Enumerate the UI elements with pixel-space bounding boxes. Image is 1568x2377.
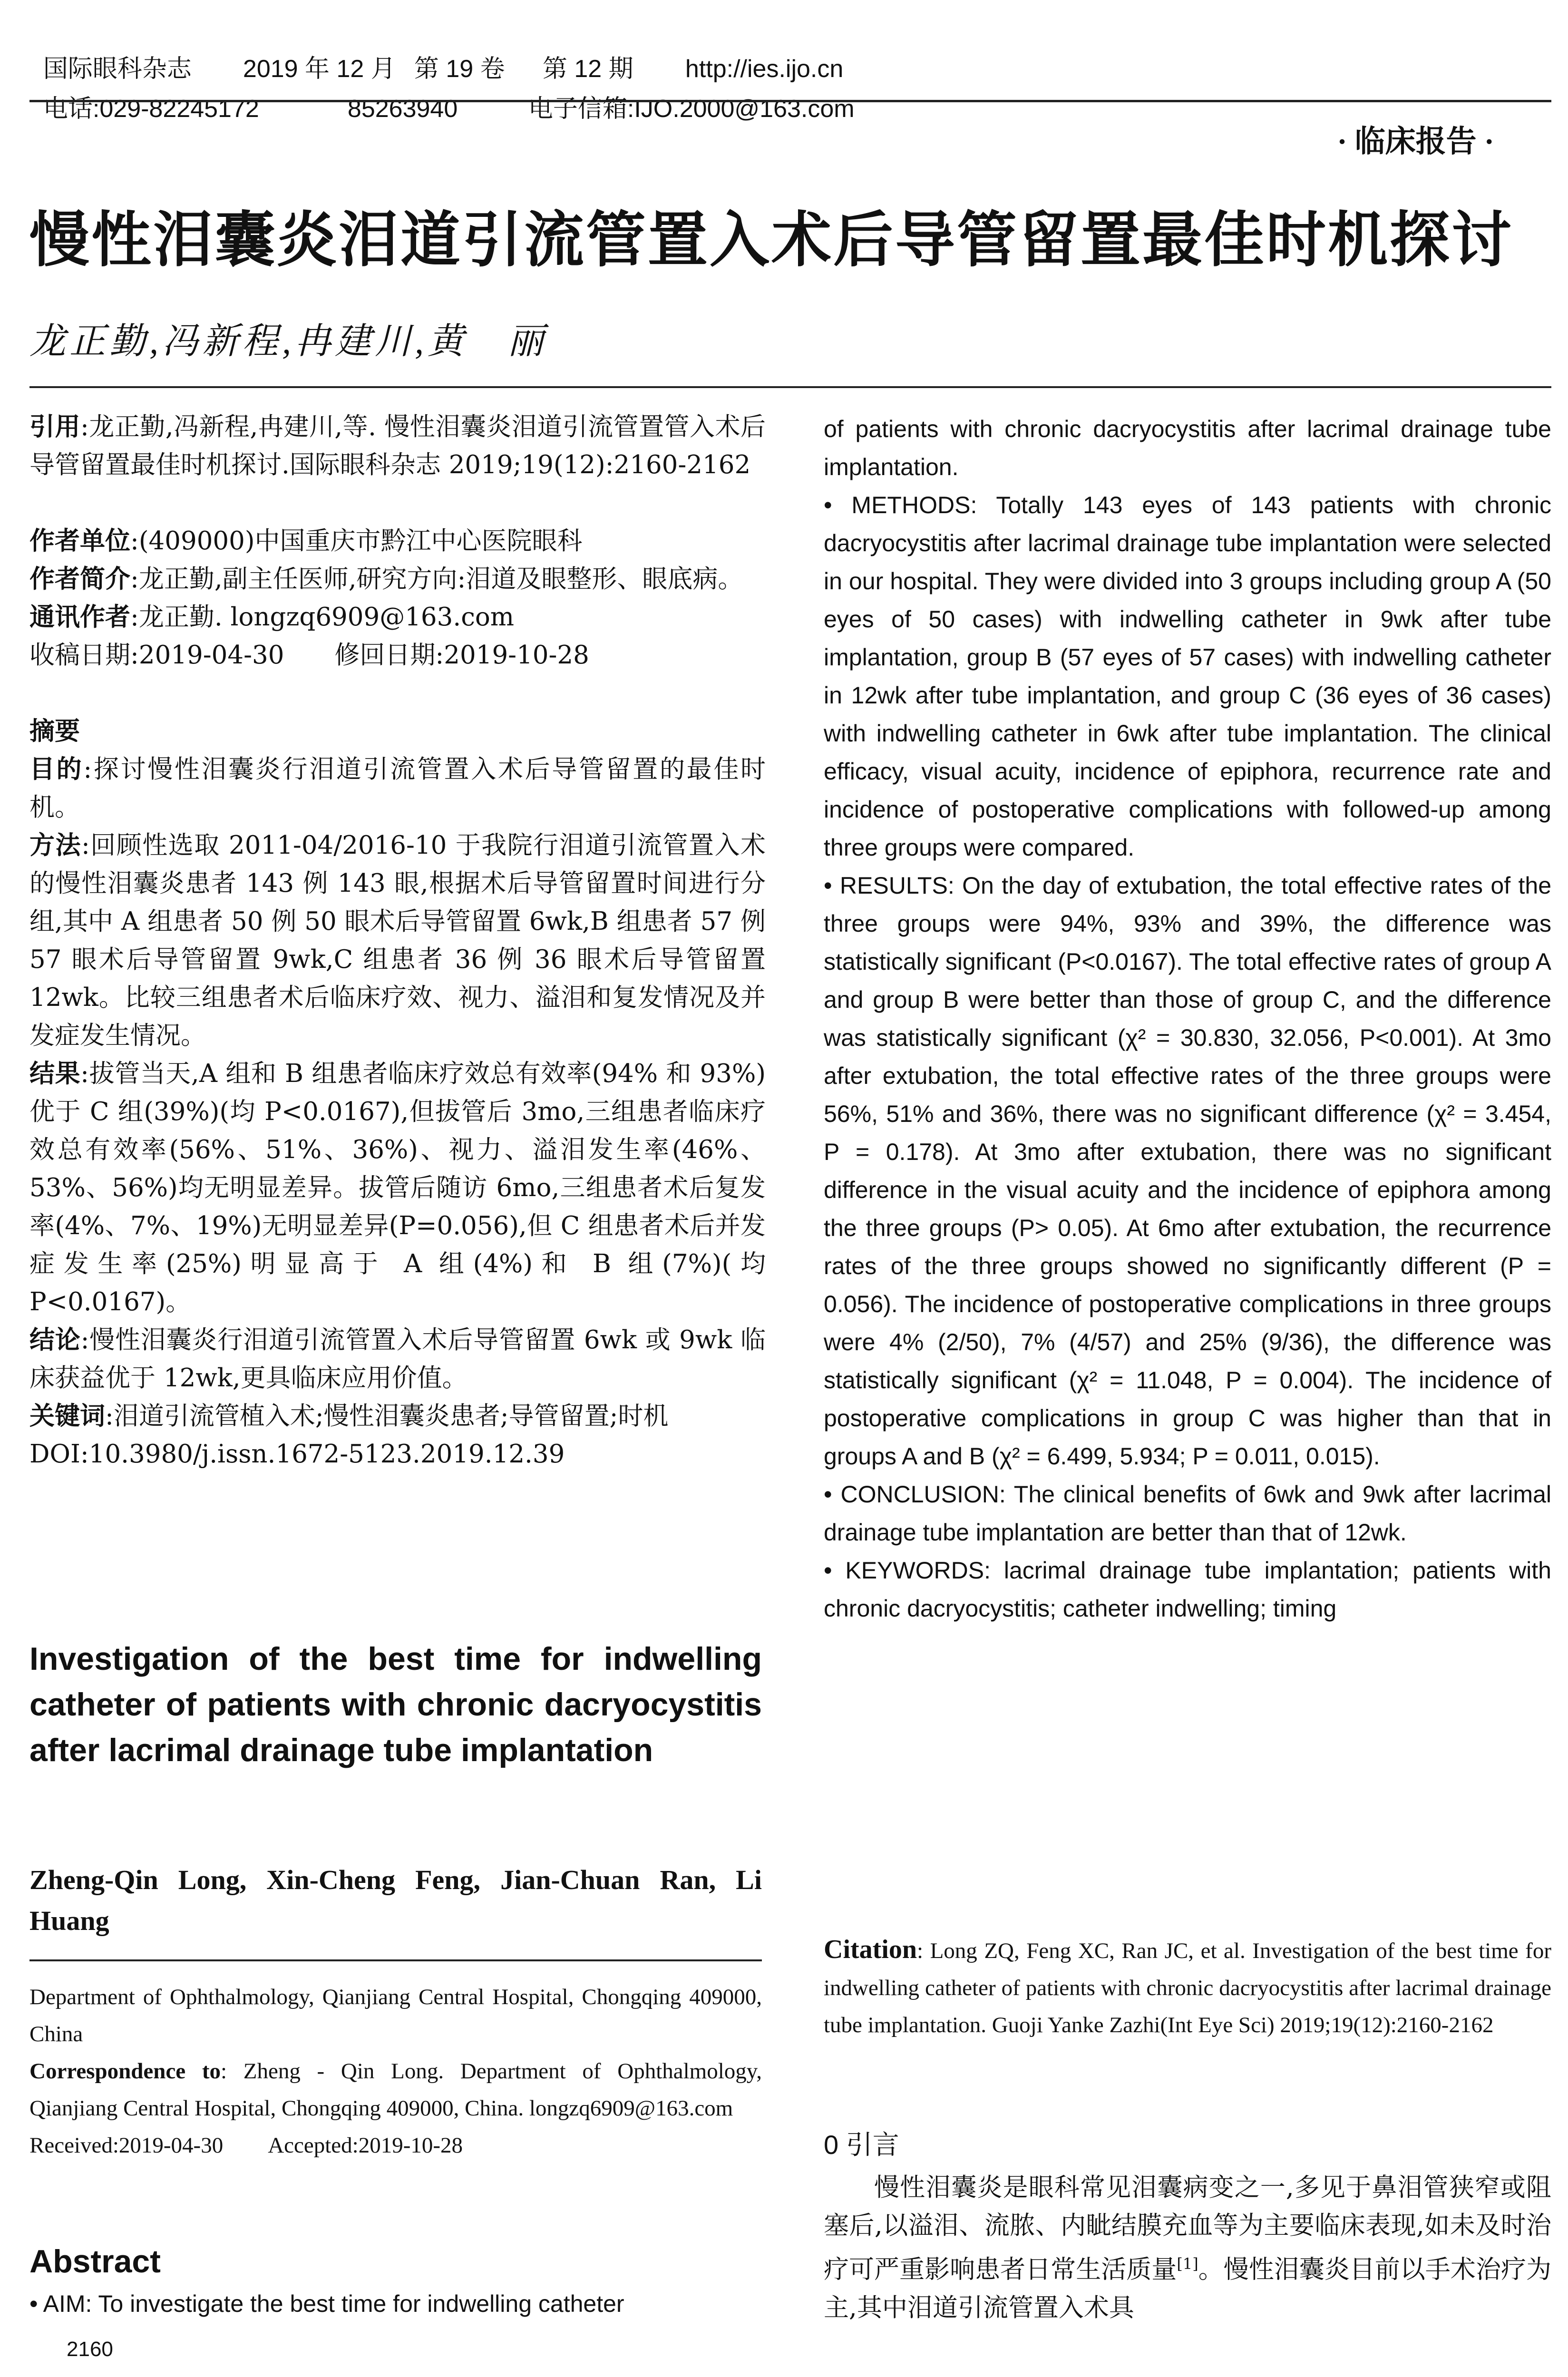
journal-url[interactable]: http://ies.ijo.cn (685, 55, 844, 83)
phone-2: 85263940 (347, 95, 458, 123)
keywords-zh-label: 关键词 (29, 1402, 105, 1430)
aim-zh-text: :探讨慢性泪囊炎行泪道引流管置入术后导管留置的最佳时机。 (29, 755, 766, 822)
citation-en (824, 1931, 1551, 2044)
abstract-en-conclusion (824, 1475, 1551, 1551)
affiliation-zh-text: :(409000)中国重庆市黔江中心医院眼科 (130, 526, 583, 555)
aim-en-text: : To investigate the best time for indwelling catheter (85, 2290, 624, 2317)
correspondence-en-label: Correspondence to (29, 2059, 221, 2084)
journal-name: 国际眼科杂志 (43, 55, 192, 83)
aim-zh-label: 目的 (29, 755, 84, 783)
abstract-zh-results (29, 1055, 766, 1321)
affiliation-en-block (29, 1978, 762, 2164)
citation-zh (29, 408, 766, 484)
affiliation-zh (29, 522, 766, 560)
conclusion-zh-label: 结论 (29, 1326, 81, 1354)
header-rule (29, 100, 1551, 102)
results-zh-label: 结果 (29, 1060, 81, 1088)
author-bio-zh (29, 560, 766, 598)
department-en: Department of Ophthalmology, Qianjiang Central Hospital, Chongqing 409000, China (29, 1985, 762, 2046)
title-rule (29, 386, 1551, 388)
issue-date: 2019 年 12 月 (243, 55, 396, 83)
intro-text-1: 慢性泪囊炎是眼科常见泪囊病变之一,多见于鼻泪管狭窄或阻塞后,以溢泪、流脓、内眦结膜充血等为主要临床表现,如未及时治疗可严重影响患者日常生活质量 (824, 2173, 1551, 2284)
conclusion-zh-text: :慢性泪囊炎行泪道引流管置入术后导管留置 6wk 或 9wk 临床获益优于 12wk,更具临床应用价值。 (29, 1325, 766, 1393)
correspondence-en (29, 2053, 762, 2127)
citation-zh-label: 引用 (29, 413, 80, 441)
abstract-en-methods (824, 486, 1551, 867)
citation-en-text: : Long ZQ, Feng XC, Ran JC, et al. Investigation of the best time for indwelling catheter of patients with chronic dacryocystitis after lacrimal drainage tube implantation. Guoji Yanke Zazhi(Int Eye Sci) 2019;19(12):2160-2162 (824, 1939, 1551, 2037)
left-column (29, 408, 766, 1473)
journal-contact (29, 59, 1076, 126)
article-title-en: Investigation of the best time for indwelling catheter of patients with chronic dacryocystitis after lacrimal drainage tube implantation (29, 1641, 762, 1768)
citation-zh-text: :龙正勤,冯新程,冉建川,等. 慢性泪囊炎泪道引流管置管入术后导管留置最佳时机探讨.国际眼科杂志 2019;19(12):2160-2162 (29, 412, 766, 479)
methods-zh-text: :回顾性选取 2011-04/2016-10 于我院行泪道引流管置入术的慢性泪囊炎患者 143 例 143 眼,根据术后导管留置时间进行分组,其中 A 组患者 50 例 50 眼术后导管留置 6wk,B 组患者 57 例 57 眼术后导管留置 9wk,C 组患者 36 例 36 眼术后导管留置 12wk。比较三组患者术后临床疗效、视力、溢泪和复发情况及并发症发生情况。 (29, 831, 766, 1050)
keywords-zh (29, 1397, 766, 1435)
keywords-en (824, 1551, 1551, 1627)
intro-heading: 0 引言 (824, 2130, 899, 2160)
aim-en-label: • AIM (29, 2290, 86, 2317)
correspondence-en-text: : Zheng - Qin Long. Department of Ophthalmology, Qianjiang Central Hospital, Chongqing 409000, China. longzq6909@163.com (29, 2059, 762, 2121)
keywords-en-text: : lacrimal drainage tube implantation; patients with chronic dacryocystitis; catheter indwelling; timing (824, 1557, 1551, 1622)
authors-en-rule (29, 1959, 762, 1961)
citation-en-label: Citation (824, 1935, 917, 1964)
doi[interactable]: DOI:10.3980/j.issn.1672-5123.2019.12.39 (29, 1440, 565, 1469)
abstract-en-title: Abstract (29, 2243, 161, 2280)
authors-zh: 龙正勤,冯新程,冉建川,黄 丽 (29, 321, 547, 361)
received-en: Received:2019-04-30 Accepted:2019-10-28 (29, 2133, 463, 2158)
affiliation-zh-label: 作者单位 (29, 527, 130, 555)
author-bio-text: :龙正勤,副主任医师,研究方向:泪道及眼整形、眼底病。 (130, 565, 743, 594)
results-en-label: • RESULTS (824, 872, 948, 899)
methods-en-text: : Totally 143 eyes of 143 patients with chronic dacryocystitis after lacrimal drainage tube implantation were selected in our hospital. They were divided into 3 groups including group A (50 eyes of 50 cases) with indwelling catheter in 9wk after tube implantation, group B (57 eyes of 57 cases) with indwelling catheter in 12wk after tube implantation, and group C (36 eyes of 36 cases) with indwelling catheter in 6wk after tube implantation. The clinical efficacy, visual acuity, incidence of epiphora, recurrence rate and incidence of postoperative complications with followed-up among three groups were compared. (824, 492, 1551, 861)
phone: 电话:029-82245172 (43, 95, 259, 123)
results-en-text: : On the day of extubation, the total effective rates of the three groups were 94%, 93% and 39%, the difference was statistically significant (P<0.0167). The total effective rates of group A and group B were better than those of group C, and the difference was statistically significant (χ² = 30.830, 32.056, P<0.001). At 3mo after extubation, the total effective rates of the three groups were 56%, 51% and 36%, there was no significant difference (χ² = 3.454, P = 0.178). At 3mo after extubation, there was no significant difference in the visual acuity and the incidence of epiphora among the three groups (P> 0.05). At 6mo after extubation, the recurrence rates of the three groups showed no significantly different (P = 0.056). The incidence of postoperative complications in three groups were 4% (2/50), 7% (4/57) and 25% (9/36), the difference was statistically significant (χ² = 11.048, P = 0.004). The incidence of postoperative complications in group C was higher than that in groups A and B (χ² = 6.499, 5.934; P = 0.011, 0.015). (824, 872, 1551, 1470)
methods-zh-label: 方法 (29, 831, 81, 859)
issue-number: 第 12 期 (542, 55, 633, 83)
conclusion-en-label: • CONCLUSION (824, 1481, 999, 1508)
methods-en-label: • METHODS (824, 492, 971, 518)
abstract-zh-conclusion (29, 1321, 766, 1397)
abstract-zh-title: 摘要 (29, 717, 80, 745)
author-bio-label: 作者简介 (29, 565, 130, 593)
results-zh-text: :拔管当天,A 组和 B 组患者临床疗效总有效率(94% 和 93%)优于 C 组(39%)(均 P<0.0167),但拔管后 3mo,三组患者临床疗效总有效率(56%、51%、36%)、视力、溢泪发生率(46%、53%、56%)均无明显差异。拔管后随访 6mo,三组患者术后复发率(4%、7%、19%)无明显差异(P=0.056),但 C 组患者术后并发症发生率(25%)明显高于 A 组(4%)和 B 组(7%)(均 P<0.0167)。 (29, 1059, 766, 1316)
keywords-zh-text: :泪道引流管植入术;慢性泪囊炎患者;导管留置;时机 (105, 1402, 669, 1431)
intro-reference[interactable]: [1] (1177, 2255, 1198, 2273)
corresponding-author-zh (29, 598, 766, 636)
volume: 第 19 卷 (414, 55, 505, 83)
abstract-en-results (824, 867, 1551, 1475)
page-number: 2160 (67, 2338, 113, 2361)
email[interactable]: 电子信箱:IJO.2000@163.com (528, 95, 855, 123)
article-title-zh: 慢性泪囊炎泪道引流管置入术后导管留置最佳时机探讨 (29, 206, 1513, 273)
aim-en-continued: of patients with chronic dacryocystitis after lacrimal drainage tube implantation. (824, 416, 1551, 480)
abstract-en-aim (29, 2285, 766, 2323)
abstract-zh-methods (29, 827, 766, 1055)
corresponding-author-label: 通讯作者 (29, 603, 130, 631)
authors-en: Zheng-Qin Long, Xin-Cheng Feng, Jian-Chuan Ran, Li Huang (29, 1864, 762, 1936)
intro-text (824, 2169, 1551, 2327)
conclusion-en-text: : The clinical benefits of 6wk and 9wk after lacrimal drainage tube implantation are better than that of 12wk. (824, 1481, 1551, 1546)
received-dates-zh: 收稿日期:2019-04-30 修回日期:2019-10-28 (29, 641, 589, 670)
section-label: · 临床报告 · (1337, 125, 1494, 158)
keywords-en-label: • KEYWORDS (824, 1557, 984, 1584)
intro-text-2: 。慢性泪囊炎目前以手术治疗为主,其中泪道引流管置入术具 (824, 2255, 1552, 2322)
right-column-abstract (824, 410, 1551, 1627)
abstract-zh-aim (29, 750, 766, 827)
corresponding-author-text: :龙正勤. longzq6909@163.com (130, 603, 515, 632)
